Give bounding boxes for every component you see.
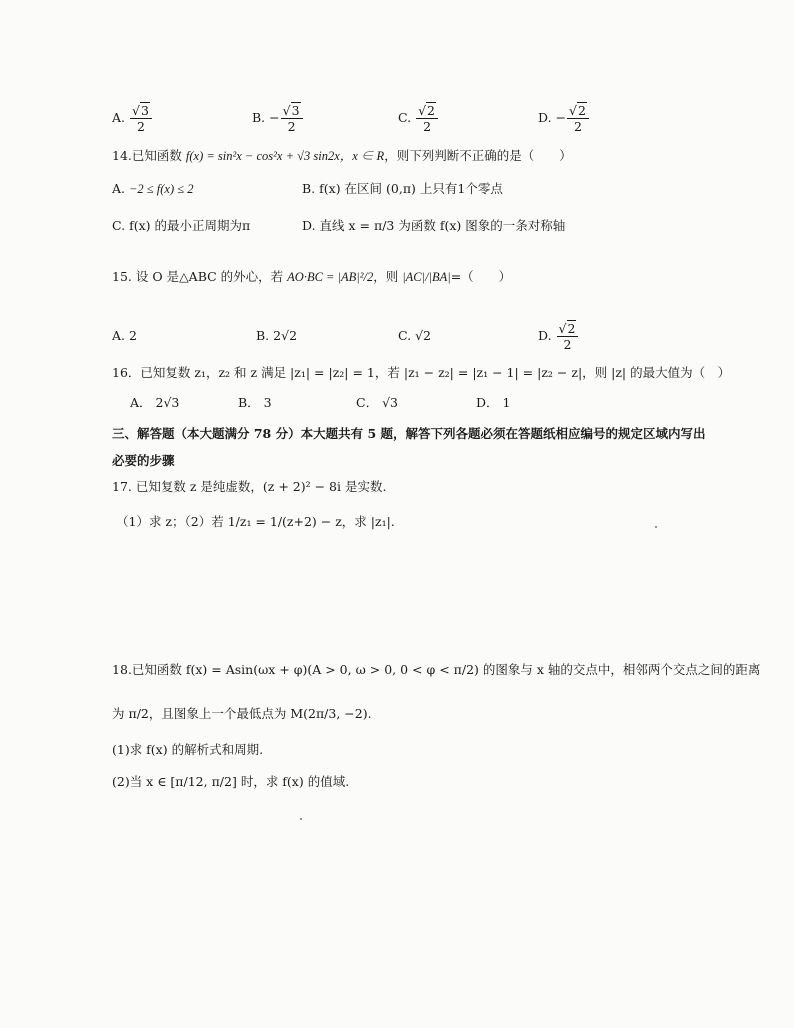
q15-option-d: D. $\frac{√2}{2}$ [538, 322, 579, 351]
q18-stem: 18.已知函数 f(x) = Asin(ωx + φ)(A > 0, ω > 0, 0 < φ < π/2) 的图象与 x 轴的交点中，相邻两个交点之间的距离 [112, 662, 761, 677]
q14-option-c: C. f(x) 的最小正周期为π [112, 218, 251, 233]
q14-stem: 14.已知函数 f(x) = sin²x − cos²x + √3 sin2x，x ∈ R，则下列判断不正确的是（ ） [112, 148, 572, 163]
q13-option-d: D. − $\frac{√2}{2}$ [538, 104, 590, 133]
q16-option-d: D． 1 [476, 395, 511, 410]
q13-option-b: B. − $\frac{√3}{2}$ [252, 104, 304, 133]
q13-option-a: A. $\frac{√3}{2}$ [112, 104, 153, 133]
scan-speck [300, 818, 302, 820]
q18-stem-cont: 为 π/2，且图象上一个最低点为 M(2π/3, −2). [112, 706, 372, 721]
q15-stem: 15. 设 O 是△ABC 的外心，若 AO·BC = |AB|²/2，则 |AC|/|BA|=（ ） [112, 269, 512, 284]
section-3-heading-cont: 必要的步骤 [112, 453, 175, 468]
q18-part-2: (2)当 x ∈ [π/12, π/2] 时，求 f(x) 的值域. [112, 774, 350, 789]
q18-part-1: (1)求 f(x) 的解析式和周期. [112, 742, 264, 757]
q13-option-c: C. $\frac{√2}{2}$ [398, 104, 439, 133]
q14-option-a: A. −2 ≤ f(x) ≤ 2 [112, 181, 194, 196]
q15-condition: AO·BC = |AB|²/2 [287, 270, 374, 284]
q16-option-c: C． √3 [356, 395, 398, 410]
q17-subquestions: （1）求 z；（2）若 1/z₁ = 1/(z+2) − z，求 |z₁|. [116, 514, 395, 529]
section-3-heading: 三、解答题（本大题满分 78 分）本大题共有 5 题，解答下列各题必须在答题纸相应编号的规定区域内写出 [112, 426, 706, 441]
q16-stem: 16．已知复数 z₁，z₂ 和 z 满足 |z₁| = |z₂| = 1，若 |z₁ − z₂| = |z₁ − 1| = |z₂ − z|，则 |z| 的最大值为（ ） [112, 365, 731, 380]
q15-option-a: A. 2 [112, 328, 137, 343]
q14-option-d: D. 直线 x = π/3 为函数 f(x) 图象的一条对称轴 [302, 218, 566, 233]
scan-speck [655, 526, 657, 528]
q14-option-b: B. f(x) 在区间 (0,π) 上只有1个零点 [302, 181, 503, 196]
q15-ratio: |AC|/|BA| [402, 270, 451, 284]
q17-stem: 17. 已知复数 z 是纯虚数，(z + 2)² − 8i 是实数. [112, 479, 387, 494]
q16-option-b: B． 3 [238, 395, 272, 410]
q15-option-b: B. 2√2 [256, 328, 298, 343]
q14-formula: f(x) = sin²x − cos²x + √3 sin2x，x ∈ R [185, 149, 385, 163]
q16-option-a: A． 2√3 [130, 395, 180, 410]
q15-option-c: C. √2 [398, 328, 431, 343]
